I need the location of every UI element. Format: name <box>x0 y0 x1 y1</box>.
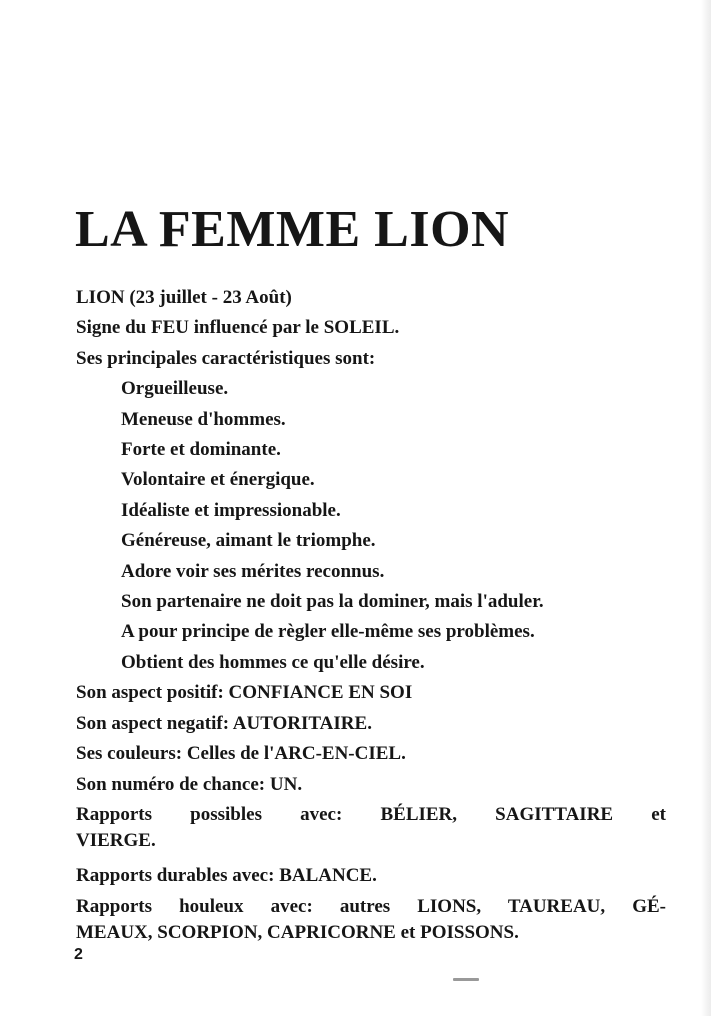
lasting-relations: Rapports durables avec: BALANCE. <box>76 865 377 887</box>
lucky-number: Son numéro de chance: UN. <box>76 773 303 795</box>
trait-item: Obtient des hommes ce qu'elle désire. <box>121 651 425 673</box>
trait-item: Généreuse, aimant le triomphe. <box>121 530 376 552</box>
trait-item: Volontaire et énergique. <box>121 469 315 491</box>
page-title: LA FEMME LION <box>75 201 510 258</box>
colors: Ses couleurs: Celles de l'ARC-EN-CIEL. <box>76 743 406 765</box>
trait-item: Idéaliste et impressionable. <box>121 499 341 521</box>
trait-item: A pour principe de règler elle-même ses problèmes. <box>121 621 535 643</box>
sign-element: Signe du FEU influencé par le SOLEIL. <box>76 317 400 339</box>
trait-item: Adore voir ses mérites reconnus. <box>121 560 385 582</box>
body-text <box>76 283 666 953</box>
possible-relations <box>76 800 666 852</box>
possible-relations-line-1: Rapports possibles avec: BÉLIER, SAGITTAIRE et <box>76 803 666 825</box>
positive-aspect: Son aspect positif: CONFIANCE EN SOI <box>76 682 413 704</box>
scan-mark <box>453 978 479 981</box>
stormy-relations-line-1: Rapports houleux avec: autres LIONS, TAUREAU, GÉ- <box>76 895 666 917</box>
negative-aspect: Son aspect negatif: AUTORITAIRE. <box>76 712 372 734</box>
trait-item: Meneuse d'hommes. <box>121 408 286 430</box>
trait-item: Forte et dominante. <box>121 439 281 461</box>
stormy-relations <box>76 892 666 944</box>
trait-item: Son partenaire ne doit pas la dominer, mais l'aduler. <box>121 591 544 613</box>
traits-heading: Ses principales caractéristiques sont: <box>76 347 376 369</box>
page-number: 2 <box>74 946 83 963</box>
stormy-relations-line-2: MEAUX, SCORPION, CAPRICORNE et POISSONS. <box>76 922 519 944</box>
possible-relations-line-2: VIERGE. <box>76 830 156 852</box>
trait-item: Orgueilleuse. <box>121 378 229 400</box>
page-edge-shadow <box>701 0 711 1016</box>
sign-dates: LION (23 juillet - 23 Août) <box>76 287 292 308</box>
